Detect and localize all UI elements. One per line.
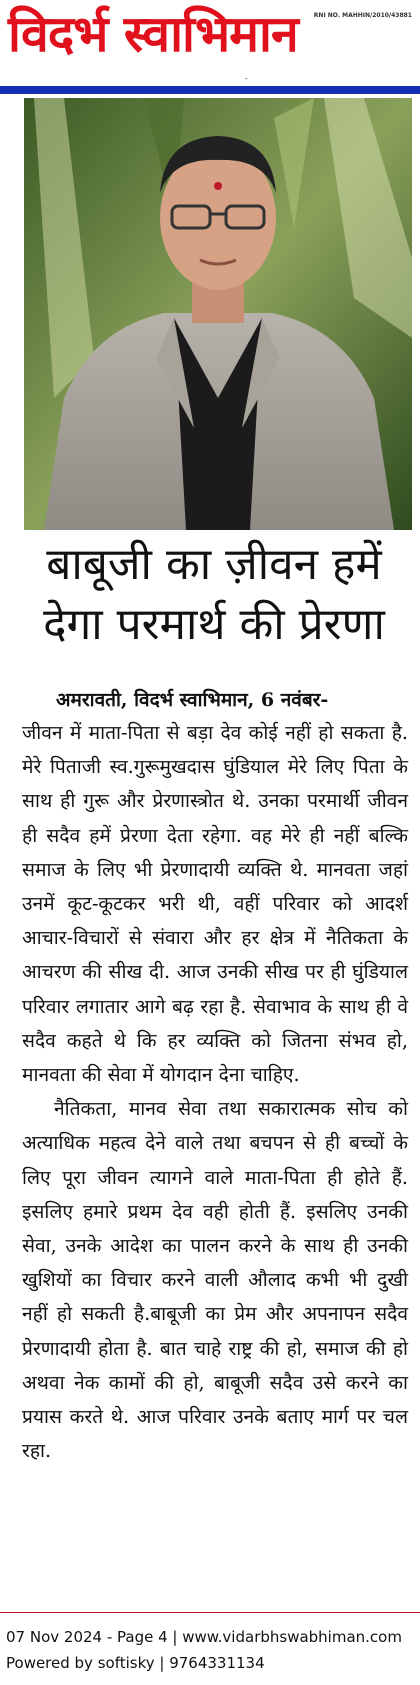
article-dateline: अमरावती, विदर्भ स्वाभिमान, 6 नवंबर-	[56, 689, 329, 711]
footer-edition-line: 07 Nov 2024 - Page 4 | www.vidarbhswabhiman.com	[6, 1628, 402, 1646]
portrait-photo-icon	[24, 98, 412, 530]
article-paragraph-2: नैतिकता, मानव सेवा तथा सकारात्मक सोच को अत्याधिक महत्व देने वाले तथा बचपन से ही बच्चों के लिए पूरा जीवन त्यागने वाले माता-पिता ही होते हैं. इसलिए हमारे प्रथम देव वही होती हैं. इसलिए उनकी सेवा, उनके आदेश का पालन करने के साथ ही उनकी खुशियों का विचार करने वाली औलाद कभी भी दुखी नहीं हो सकती है.बाबूजी का प्रेम और अपनापन सदैव प्रेरणादायी होता है. बात चाहे राष्ट्र की हो, समाज की हो अथवा नेक कामों की हो, बाबूजी सदैव उसे करने का प्रयास करते थे. आज परिवार उनके बताए मार्ग पर चल रहा.	[22, 1097, 408, 1463]
footer-rule	[0, 1612, 420, 1613]
page-footer	[6, 1624, 402, 1676]
masthead-mark: -	[245, 74, 248, 83]
headline-line-1: बाबूजी का ज़ीवन हमें	[46, 539, 382, 590]
newspaper-title: विदर्भ स्वाभिमान	[8, 5, 298, 63]
footer-powered-line: Powered by softisky | 9764331134	[6, 1654, 265, 1672]
headline-line-2: देगा परमार्थ की प्रेरणा	[43, 599, 385, 650]
article-body	[22, 716, 408, 1468]
masthead-rule	[0, 86, 420, 94]
article-headline	[14, 535, 414, 655]
portrait-photo	[24, 98, 412, 530]
article-paragraph-1: जीवन में माता-पिता से बड़ा देव कोई नहीं हो सकता है. मेरे पिताजी स्व.गुरूमुखदास घुंडियाल मेरे लिए पिता के साथ ही गुरू और प्रेरणास्त्रोत थे. उनका परमार्थी जीवन ही सदैव हमें प्रेरणा देता रहेगा. वह मेरे ही नहीं बल्कि समाज के लिए भी प्रेरणादायी व्यक्ति थे. मानवता जहां उनमें कूट-कूटकर भरी थी, वहीं परिवार को आदर्श आचार-विचारों से संवारा और हर क्षेत्र में नैतिकता के आचरण की सीख दी. आज उनकी सीख पर ही घुंडियाल परिवार लगातार आगे बढ़ रहा है. सेवाभाव के साथ ही वे सदैव कहते थे कि हर व्यक्ति को जितना संभव हो, मानवता की सेवा में योगदान देना चाहिए.	[22, 721, 408, 1087]
rni-number: RNI NO. MAHHIN/2010/43881	[313, 12, 412, 19]
masthead	[0, 0, 420, 96]
